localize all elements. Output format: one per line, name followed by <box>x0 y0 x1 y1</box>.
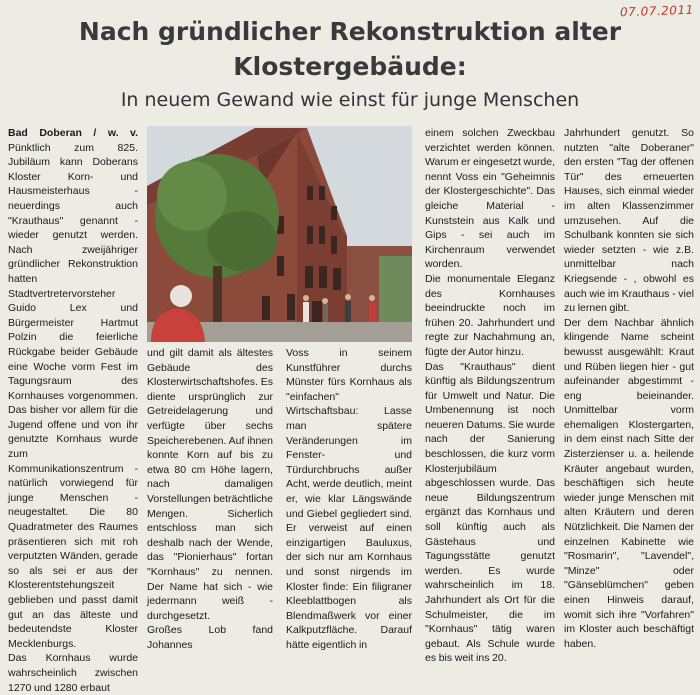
kornhaus-photo-illustration <box>147 126 412 342</box>
article-column-4 <box>425 126 555 666</box>
column-5-paragraph-2: Der dem Nachbar ähnlich klingende Name scheint bewusst ausgewählt: Kraut und Rüben liegen hier - gut aufeinander abgestimmt - eng beieinander. Unmittelbar vorm ehemaligen Klostergarten, in dem einst nach Sitte der Zisterzienser u. a. heilende Kräuter angebaut wurden, beschäftigen sich heute wieder junge Menschen mit alten Kräutern und deren Nützlichkeit. Die Namen der einzelnen Kabinette wie "Rosmarin", "Lavendel", "Minze" oder "Gänseblümchen" geben einen Hinweis darauf, womit sich ihre "Vorfahren" im Kloster auch beschäftigt haben. <box>564 316 694 650</box>
column-2-text: und gilt damit als ältestes Gebäude des Klosterwirtschaftshofes. Es diente ursprünglich zur Getreidelagerung und verfügte über sechs Speicherebenen. Auf ihnen konnte Korn auf bis zu etwa 80 cm Höhe lagern, nach damaligen Vorstellungen beträchtliche Mengen. Sicherlich entschloss man sich deshalb nach der Wende, das "Pionierhaus" fortan "Kornhaus" zu nennen. Der Name hat sich - wie jedermann weiß - durchgesetzt. <box>147 347 273 622</box>
headline-line-1: Nach gründlicher Rekonstruktion alter <box>78 17 622 46</box>
headline <box>20 14 680 84</box>
article-column-5 <box>564 126 694 651</box>
article-column-3 <box>286 346 412 652</box>
kornhaus-photo <box>147 126 412 342</box>
column-1-text: Pünktlich zum 825. Jubiläum kann Doberans Kloster Korn- und Hausmeisterhaus - neuerdings auch "Krauthaus" genannt - wieder genutzt werden. Nach zweijähriger gründlicher Rekonstruktion hatten Stadtvertretervorsteher Guido Lex und Bürgermeister Hartmut Polzin die feierliche Rückgabe beider Gebäude eine Woche vorm Fest im Tagungsraum des Kornhauses vorgenommen. Das bisher vor allem für die Jugend offene und von ihr genutzte Kornhaus wurde zum Kommunikationszentrum - natürlich vorwiegend für junge Menschen - neugestaltet. Die 80 Quadratmeter des Raumes präsentieren sich mit roh verputzten Wänden, gerade so als sei er aus der Klosterentstehungszeit geblieben und passt damit gut an das älteste und bedeutendste Kloster Mecklenburgs. <box>8 141 138 650</box>
column-2-paragraph-2: Großes Lob fand Johannes <box>147 624 273 651</box>
article-column-2 <box>147 346 273 652</box>
column-4-text: einem solchen Zweckbau verzichtet werden können. Warum er eingesetzt wurde, nennt Voss ein "Geheimnis der Klostergeschichte". Das gleiche Material - Kunststein aus Kalk und Gips - sei auch im Kirchenraum verwendet worden. <box>425 127 556 271</box>
column-1-paragraph-2: Das Kornhaus wurde wahrscheinlich zwischen 1270 und 1280 erbaut <box>8 652 138 694</box>
article-column-1 <box>8 126 138 695</box>
byline: Bad Doberan / w. v. <box>8 127 138 139</box>
handwritten-date: 07.07.2011 <box>620 2 695 20</box>
column-5-text: Jahrhundert genutzt. So nutzten "alte Doberaner" den ersten "Tag der offenen Tür" des erneuerten Hauses, sich einmal wieder im alten Klassenzimmer umzusehen. Auf die Schulbank konnten sie sich wieder setzten - wie z.B. unmittelbar nach Kriegsende - , obwohl es auch wie im Krauthaus - viel zu lernen gibt. <box>564 127 694 315</box>
headline-line-2: Klostergebäude: <box>233 52 467 81</box>
column-4-paragraph-3: Das "Krauthaus" dient künftig als Bildungszentrum für Umwelt und Natur. Die Umbenennung ist noch neueren Datums. Sie wurde nach der Sanierung beschlossen, die kurz vorm Klosterjubiläum abgeschlossen wurde. Das neue Bildungszentrum ergänzt das Kornhaus und soll künftig auch als Gästehaus und Tagungsstätte genutzt werden. Es wurde wahrscheinlich im 18. Jahrhundert als Ort für die Schulmeister, die im "Kornhaus" tätig waren gebaut. Als Schule wurde es bis weit ins 20. <box>425 360 555 665</box>
subtitle: In neuem Gewand wie einst für junge Menschen <box>120 89 580 111</box>
column-3-text: Voss in seinem Kunstführer durchs Münster fürs Kornhaus als "einfachen" Wirtschaftsbau: Lasse man spätere Veränderungen im Fenster- und Türdurchbruchs außer Acht, werde deutlich, meint er, wie klar Längswände und Giebel gegliedert sind. Er verweist auf einen einzigartigen Bauluxus, der sich nur am Kornhaus und sonst nirgends im Kloster finde: Ein filigraner Kleeblattbogen als Blendmaßwerk vor einer Kalkputzfläche. Darauf hätte eigentlich in <box>286 347 412 651</box>
column-4-paragraph-2: Die monumentale Eleganz des Kornhauses beeindruckte noch im frühen 20. Jahrhundert und regte zur Nachahmung an, fügte der Autor hinzu. <box>425 272 555 358</box>
